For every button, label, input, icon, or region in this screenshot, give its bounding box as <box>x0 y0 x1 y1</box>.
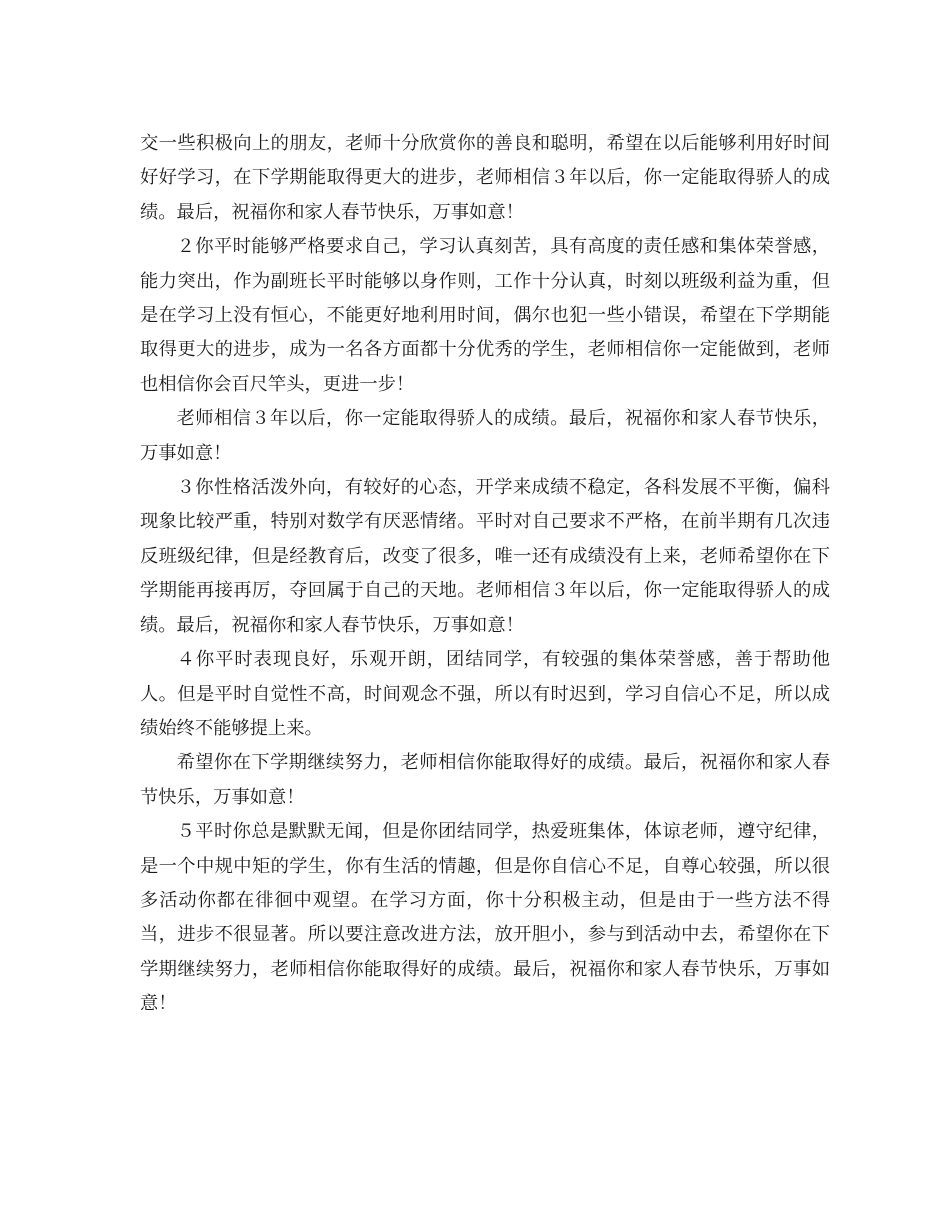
paragraph-6: 希望你在下学期继续努力，老师相信你能取得好的成绩。最后，祝福你和家人春节快乐，万事如意！ <box>140 752 830 808</box>
paragraph-2: ２你平时能够严格要求自己，学习认真刻苦，具有高度的责任感和集体荣誉感，能力突出，作为副班长平时能够以身作则，工作十分认真，时刻以班级利益为重，但是在学习上没有恒心，不能更好地利用时间，偶尔也犯一些小错误，希望在下学期能取得更大的进步，成为一名各方面都十分优秀的学生，老师相信你一定能做到，老师也相信你会百尺竿头，更进一步！ <box>140 236 830 395</box>
paragraph-3: 老师相信３年以后，你一定能取得骄人的成绩。最后，祝福你和家人春节快乐，万事如意！ <box>140 408 830 464</box>
paragraph-7: ５平时你总是默默无闻，但是你团结同学，热爱班集体，体谅老师，遵守纪律，是一个中规中矩的学生，你有生活的情趣，但是你自信心不足，自尊心较强，所以很多活动你都在徘徊中观望。在学习方面，你十分积极主动，但是由于一些方法不得当，进步不很显著。所以要注意改进方法，放开胆小，参与到活动中去，希望你在下学期继续努力，老师相信你能取得好的成绩。最后，祝福你和家人春节快乐，万事如意！ <box>140 821 830 1015</box>
document-body <box>140 127 830 1022</box>
paragraph-5: ４你平时表现良好，乐观开朗，团结同学，有较强的集体荣誉感，善于帮助他人。但是平时自觉性不高，时间观念不强，所以有时迟到，学习自信心不足，所以成绩始终不能够提上来。 <box>140 649 830 739</box>
paragraph-4: ３你性格活泼外向，有较好的心态，开学来成绩不稳定，各科发展不平衡，偏科现象比较严重，特别对数学有厌恶情绪。平时对自己要求不严格，在前半期有几次违反班级纪律，但是经教育后，改变了很多，唯一还有成绩没有上来，老师希望你在下学期能再接再厉，夺回属于自己的天地。老师相信３年以后，你一定能取得骄人的成绩。最后，祝福你和家人春节快乐，万事如意！ <box>140 477 830 636</box>
paragraph-1: 交一些积极向上的朋友，老师十分欣赏你的善良和聪明，希望在以后能够利用好时间好好学习，在下学期能取得更大的进步，老师相信３年以后，你一定能取得骄人的成绩。最后，祝福你和家人春节快乐，万事如意！ <box>140 133 830 223</box>
